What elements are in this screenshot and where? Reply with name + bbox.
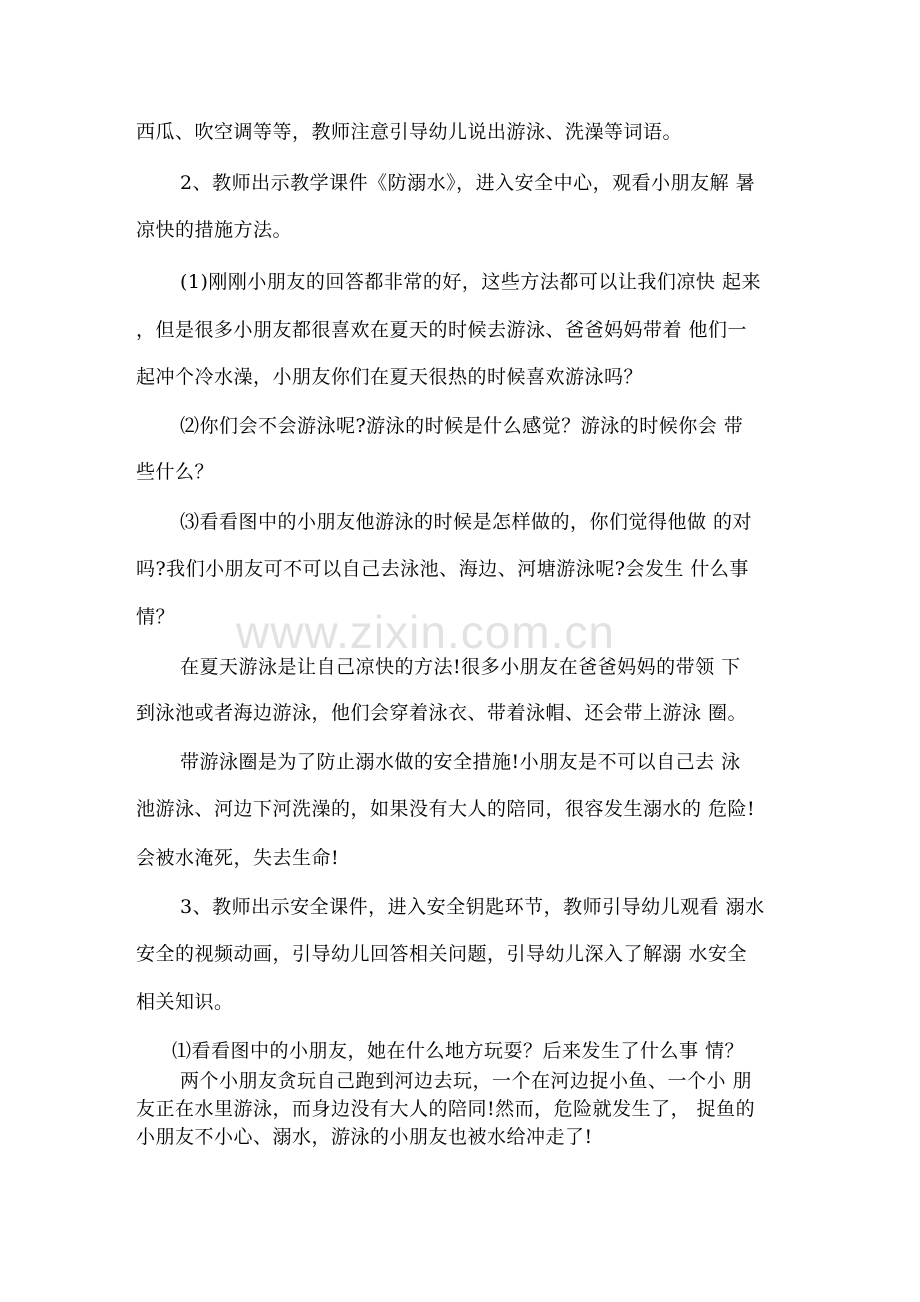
text-line: 西瓜、吹空调等等，教师注意引导幼儿说出游泳、洗澡等词语。 <box>136 121 683 143</box>
text-line: 带游泳圈是为了防止溺水做的安全措施!小朋友是不可以自己去 泳 <box>180 751 741 773</box>
text-line: 到泳池或者海边游泳，他们会穿着泳衣、带着泳帽、还会带上游泳 圈。 <box>136 702 748 724</box>
text-line: 情？ <box>136 606 176 628</box>
watermark: www.zixin.com.cn <box>236 606 615 658</box>
text-line: 友正在水里游泳，而身边没有大人的陪同!然而，危险就发生了， 捉鱼的 <box>136 1098 756 1120</box>
text-line: 相关知识。 <box>136 991 234 1013</box>
text-line: 凉快的措施方法。 <box>136 219 293 241</box>
text-line: 两个小朋友贪玩自己跑到河边去玩，一个在河边捉小鱼、一个小 朋 <box>180 1070 753 1092</box>
text-line: 小朋友不小心、溺水，游泳的小朋友也被水给冲走了! <box>136 1126 593 1148</box>
text-line: 些什么？ <box>136 461 215 483</box>
text-line: (1)刚刚小朋友的回答都非常的好，这些方法都可以让我们凉快 起来 <box>180 271 761 293</box>
text-line: 起冲个冷水澡，小朋友你们在夏天很热的时候喜欢游泳吗？ <box>136 366 644 388</box>
text-line: ⑴看看图中的小朋友，她在什么地方玩耍？后来发生了什么事 情？ <box>172 1040 745 1062</box>
text-line: ⑶看看图中的小朋友他游泳的时候是怎样做的，你们觉得他做 的对 <box>180 511 753 533</box>
text-line: 2、教师出示教学课件《防溺水》，进入安全中心，观看小朋友解 暑 <box>180 172 756 194</box>
text-line: 会被水淹死，失去生命! <box>136 847 340 869</box>
text-line: ⑵你们会不会游泳呢?游泳的时候是什么感觉？游泳的时候你会 带 <box>180 415 744 437</box>
text-line: ，但是很多小朋友都很喜欢在夏天的时候去游泳、爸爸妈妈带着 他们一 <box>136 319 748 341</box>
text-line: 吗?我们小朋友可不可以自己去泳池、海边、河塘游泳呢?会发生 什么事 <box>136 558 749 580</box>
text-line: 在夏天游泳是让自己凉快的方法!很多小朋友在爸爸妈妈的带领 下 <box>180 656 741 678</box>
text-line: 3、教师出示安全课件，进入安全钥匙环节，教师引导幼儿观看 溺水 <box>180 896 765 918</box>
text-line: 池游泳、河边下河洗澡的，如果没有大人的陪同，很容发生溺水的 危险! <box>136 798 756 820</box>
text-line: 安全的视频动画，引导幼儿回答相关问题，引导幼儿深入了解溺 水安全 <box>136 943 748 965</box>
